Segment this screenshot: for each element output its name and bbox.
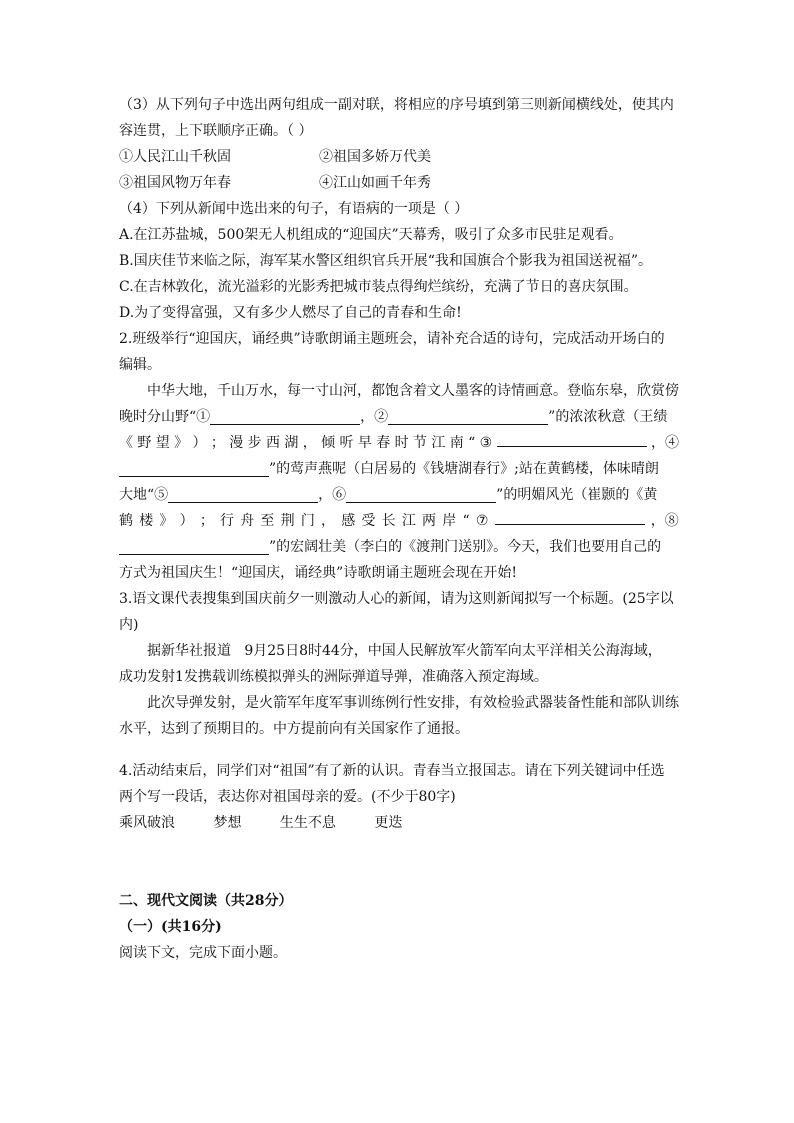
q2-char: 《 <box>119 435 133 451</box>
q2-char: ，⑧ <box>650 513 679 529</box>
q2-char: 受 <box>361 513 376 529</box>
q3-option-3: ③祖国风物万年春 <box>119 175 231 191</box>
q2-char: 西 <box>266 435 280 451</box>
q2-char: 春 <box>376 435 391 451</box>
q2-paragraph-line-5 <box>119 482 679 508</box>
answer-blank-8[interactable] <box>119 538 269 555</box>
q3-stem-line-1: （3）从下列句子中选出两句组成一副对联，将相应的序号填到第三则新闻横线处，使其内 <box>119 97 674 113</box>
keyword-1: 乘风破浪 <box>119 815 175 831</box>
section-2-instructions: 阅读下文，完成下面小题。 <box>119 945 287 961</box>
q2-char: 行 <box>220 513 235 529</box>
q2-char: ； <box>210 435 225 451</box>
q2-paragraph-line-1: 中华大地，千山万水，每一寸山河，都饱含着文人墨客的诗情画意。登临东皋，欣赏傍 <box>147 383 679 399</box>
q2-char: 舟 <box>240 513 255 529</box>
q3b-stem-line-1: 3.语文课代表搜集到国庆前夕一则激动人心的新闻，请为这则新闻拟写一个标题。(25字以 <box>119 591 674 607</box>
q2-char: 鹤 <box>119 513 133 529</box>
answer-blank-1[interactable] <box>210 408 360 425</box>
q2-text: ，② <box>360 409 389 425</box>
q4-stem: （4）下列从新闻中选出来的句子，有语病的一项是（ ） <box>119 201 469 217</box>
answer-blank-4[interactable] <box>119 460 269 477</box>
keyword-3: 生生不息 <box>279 815 336 831</box>
q2-char: 》 <box>174 435 189 451</box>
q2-text: ”的宏阔壮美（李白的《渡荆门送别》。今天，我们也要用自己的 <box>269 539 662 555</box>
q3b-stem-line-2: 内) <box>119 617 139 633</box>
q2-char: ） <box>192 435 207 451</box>
q2-stem-line-1: 2.班级举行“迎国庆，诵经典”诗歌朗诵主题班会，请补充合适的诗句，完成活动开场白的 <box>119 331 665 347</box>
q2-paragraph-line-7 <box>119 534 679 560</box>
answer-blank-2[interactable] <box>388 408 548 425</box>
answer-blank-3[interactable] <box>497 430 647 447</box>
q2-text: ”的莺声燕呢（白居易的《钱塘湖春行》;站在黄鹤楼，体味晴朗 <box>269 461 659 477</box>
q2-char: ③ <box>479 435 493 451</box>
q2-char: 听 <box>339 435 354 451</box>
q2-text: 大地“⑤ <box>119 487 169 503</box>
q2-char: 漫 <box>229 435 244 451</box>
q2-char: 节 <box>413 435 427 451</box>
q4b-stem-line-1: 4.活动结束后，同学们对“祖国”有了新的认识。青春当立报国志。请在下列关键词中任选 <box>119 763 665 779</box>
keyword-row <box>119 810 679 836</box>
q2-char: 感 <box>341 513 356 529</box>
q3-options-row-2 <box>119 170 679 196</box>
q2-paragraph-line-2 <box>119 404 679 430</box>
q3-options-row-1 <box>119 144 679 170</box>
news-line-1: 据新华社报道 9月25日8时44分，中国人民解放军火箭军向太平洋相关公海海域， <box>147 643 662 659</box>
q4-option-b: B.国庆佳节来临之际，海军某水警区组织官兵开展“我和国旗合个影我为祖国送祝福”。 <box>119 253 653 269</box>
q2-char: 早 <box>357 435 372 451</box>
q2-char: 》 <box>159 513 174 529</box>
q2-char: 长 <box>381 513 396 529</box>
q4b-stem-line-2: 两个写一段话，表达你对祖国母亲的爱。(不少于80字) <box>119 789 456 805</box>
q4-option-d: D.为了变得富强，又有多少人燃尽了自己的青春和生命! <box>119 305 462 321</box>
q2-char: 江 <box>431 435 446 451</box>
section-2-subtitle: （一）(共16分) <box>119 919 222 935</box>
q4-option-c: C.在吉林敦化，流光溢彩的光影秀把城市装点得绚烂缤纷，充满了节日的喜庆氛围。 <box>119 279 638 295</box>
q3-option-1: ①人民江山千秋固 <box>119 149 231 165</box>
q2-char: 湖 <box>284 435 299 451</box>
q2-char: ， <box>321 513 336 529</box>
q2-paragraph-line-6 <box>119 508 679 534</box>
q2-char: 门 <box>300 513 315 529</box>
q2-char: 岸 <box>442 513 457 529</box>
q3-option-4: ④江山如画千年秀 <box>319 175 431 191</box>
spacer <box>119 742 679 758</box>
q2-char: 两 <box>422 513 437 529</box>
q2-char: ） <box>179 513 194 529</box>
q2-char: 至 <box>260 513 275 529</box>
spacer <box>119 836 679 888</box>
news-line-4: 水平，达到了预期目的。中方提前向有关国家作了通报。 <box>119 721 469 737</box>
q2-char: “ <box>462 513 470 529</box>
q2-char: ，④ <box>650 435 679 451</box>
q2-paragraph-line-3 <box>119 430 679 456</box>
q2-stem-line-2: 编辑。 <box>119 357 161 373</box>
answer-blank-5[interactable] <box>168 486 318 503</box>
q2-paragraph-line-8: 方式为祖国庆生！“迎国庆，诵经典”诗歌朗诵主题班会现在开始! <box>119 565 517 581</box>
q2-char: 江 <box>401 513 416 529</box>
q2-char: 野 <box>137 435 152 451</box>
document-page <box>119 92 679 966</box>
q2-char: “ <box>468 435 476 451</box>
q2-text: ，⑥ <box>318 487 347 503</box>
q2-char: 倾 <box>321 435 336 451</box>
q2-text: ”的浓浓秋意（王绩 <box>548 409 668 425</box>
q2-char: 望 <box>155 435 170 451</box>
answer-blank-7[interactable] <box>495 508 645 525</box>
q2-char: 南 <box>449 435 464 451</box>
q3-option-2: ②祖国多娇万代美 <box>319 149 431 165</box>
news-line-3: 此次导弹发射，是火箭军年度军事训练例行性安排，有效检验武器装备性能和部队训练 <box>147 695 679 711</box>
keyword-2: 梦想 <box>213 815 242 831</box>
q2-char: ； <box>199 513 214 529</box>
q2-char: 时 <box>394 435 409 451</box>
q2-char: ⑦ <box>475 513 489 529</box>
q2-char: 步 <box>247 435 262 451</box>
keyword-4: 更迭 <box>374 815 403 831</box>
q4-option-a: A.在江苏盐城，500架无人机组成的“迎国庆”天幕秀，吸引了众多市民驻足观看。 <box>119 227 623 243</box>
q2-char: 楼 <box>139 513 154 529</box>
q2-char: 荆 <box>280 513 295 529</box>
q2-text: ”的明媚风光（崔颢的《黄 <box>496 487 658 503</box>
section-2-title: 二、现代文阅读（共28分） <box>119 893 293 909</box>
q2-text: 晚时分山野“① <box>119 409 211 425</box>
q2-paragraph-line-4 <box>119 456 679 482</box>
q3-stem-line-2: 容连贯，上下联顺序正确。（ ） <box>119 123 313 139</box>
news-line-2: 成功发射1发携载训练模拟弹头的洲际弹道导弹，准确落入预定海域。 <box>119 669 548 685</box>
answer-blank-6[interactable] <box>346 486 496 503</box>
q2-char: ， <box>302 435 317 451</box>
